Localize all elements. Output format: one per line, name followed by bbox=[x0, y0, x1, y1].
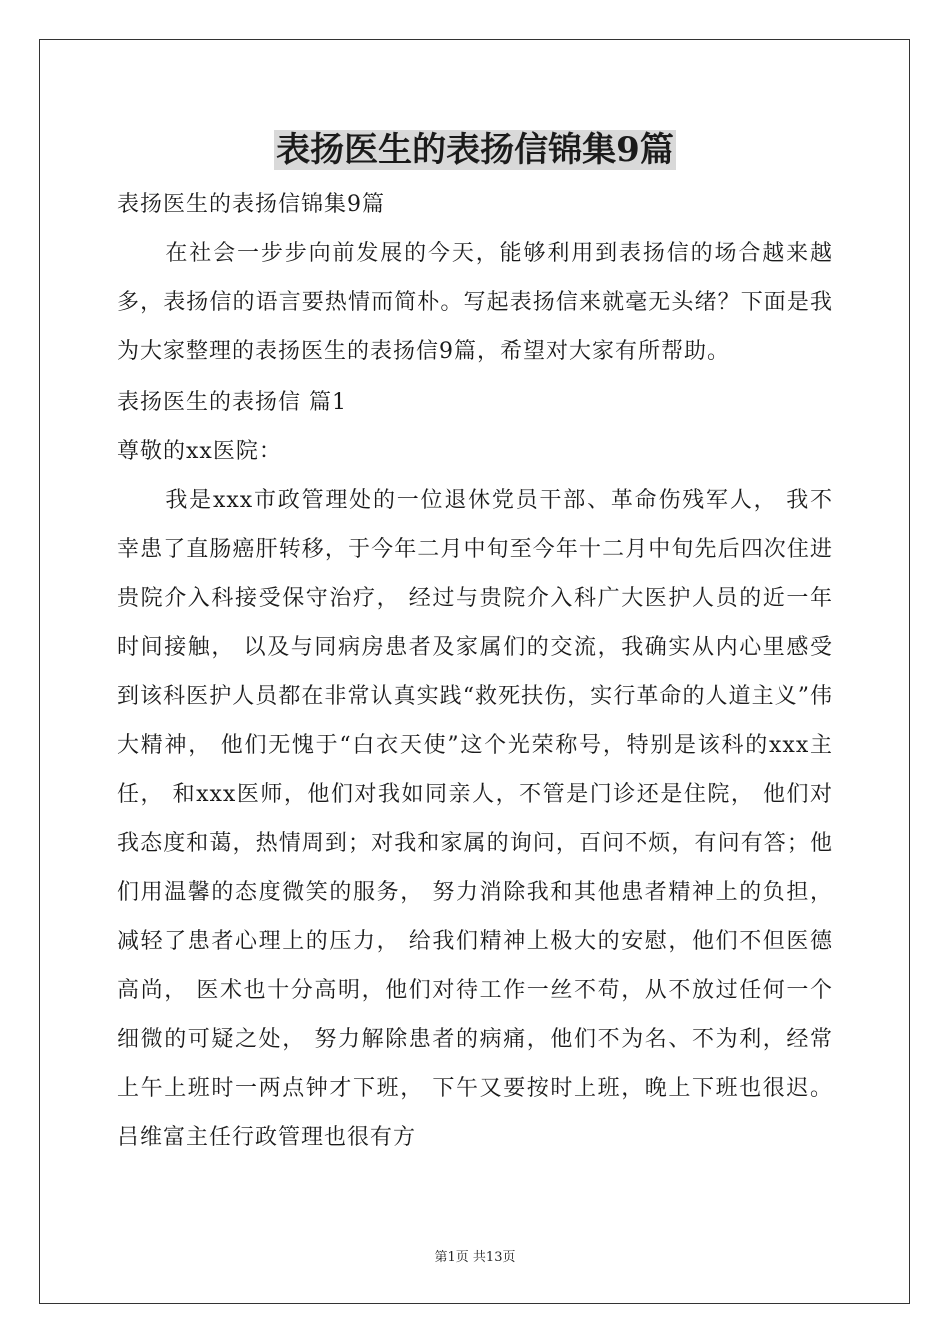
letter-salutation: 尊敬的xx医院： bbox=[117, 439, 282, 464]
document-subtitle: 表扬医生的表扬信锦集9篇 bbox=[117, 192, 385, 217]
letter-body-paragraph: 我是xxx市政管理处的一位退休党员干部、革命伤残军人， 我不幸患了直肠癌肝转移，于今年二月中旬至今年十二月中旬先后四次住进贵院介入科接受保守治疗， 经过与贵院介入科广大医护人员的近一年时间接触， 以及与同病房患者及家属们的交流，我确实从内心里感受到该科医护人员都在非常认真实践“救死扶伤，实行革命的人道主义”伟大精神， 他们无愧于“白衣天使”这个光荣称号，特别是该科的xxx主任， 和xxx医师，他们对我如同亲人，不管是门诊还是住院， 他们对我态度和蔼，热情周到；对我和家属的询问，百问不烦，有问有答；他们用温馨的态度微笑的服务， 努力消除我和其他患者精神上的负担，减轻了患者心理上的压力， 给我们精神上极大的安慰，他们不但医德高尚， 医术也十分高明，他们对待工作一丝不苟，从不放过任何一个细微的可疑之处， 努力解除患者的病痛，他们不为名、不为利，经常上午上班时一两点钟才下班， 下午又要按时上班，晚上下班也很迟。 吕维富主任行政管理也很有方 bbox=[117, 488, 833, 1150]
intro-paragraph: 在社会一步步向前发展的今天，能够利用到表扬信的场合越来越多，表扬信的语言要热情而简朴。写起表扬信来就毫无头绪？下面是我为大家整理的表扬医生的表扬信9篇，希望对大家有所帮助。 bbox=[117, 241, 833, 364]
section-heading: 表扬医生的表扬信 篇1 bbox=[117, 390, 347, 415]
document-body bbox=[117, 180, 833, 1162]
page-number: 第1页 共13页 bbox=[434, 1250, 516, 1265]
document-title-text: 表扬医生的表扬信锦集9篇 bbox=[276, 130, 674, 170]
document-title bbox=[0, 127, 950, 173]
